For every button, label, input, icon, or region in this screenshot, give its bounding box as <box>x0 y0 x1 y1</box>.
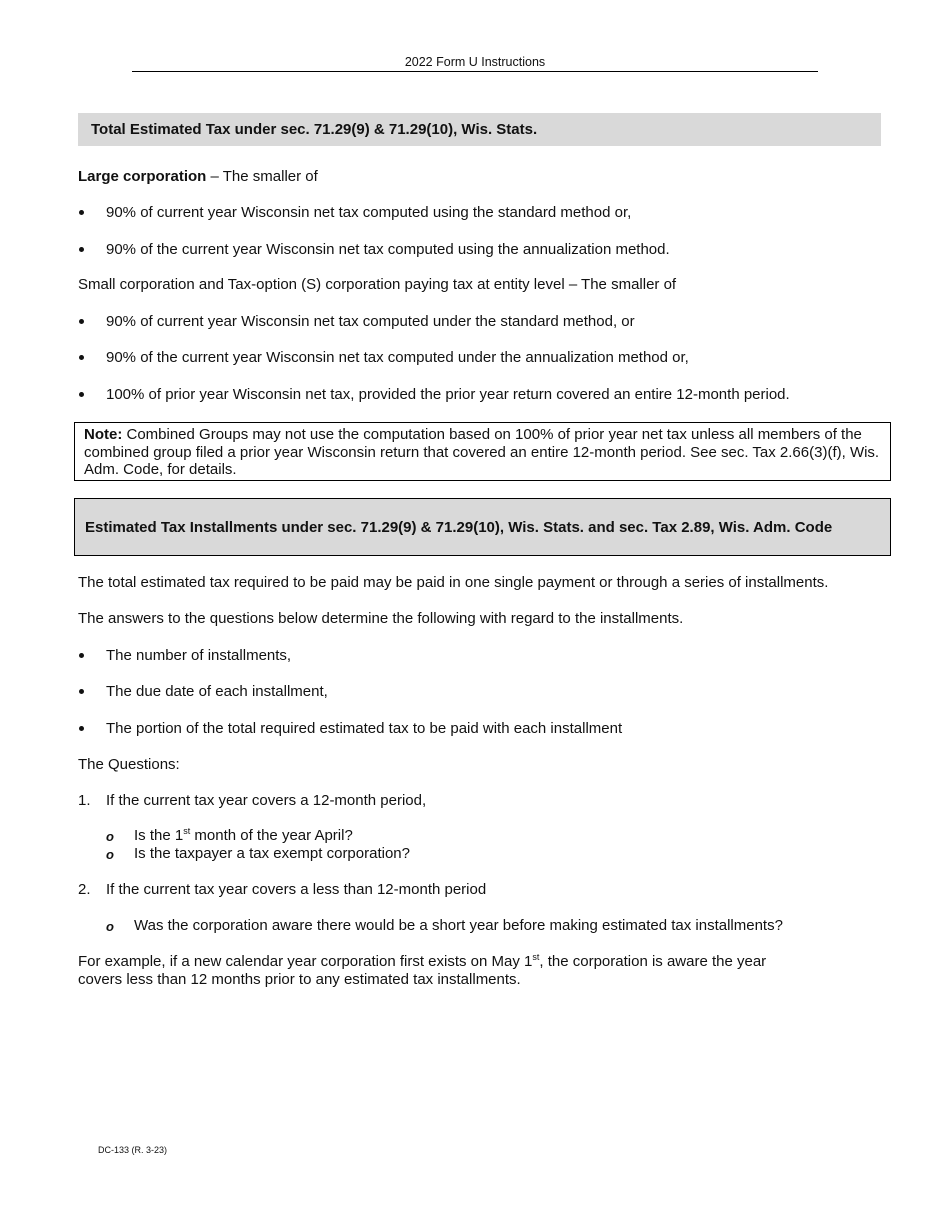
note-text: Combined Groups may not use the computation based on 100% of prior year net tax unless all members of the combined group filed a prior year Wisconsin return that covered an entire 12-month period. See sec. Tax 2.66(3)(f), Wis. Adm. Code, for details. <box>84 426 880 478</box>
note-label: Note: <box>84 426 123 443</box>
large-bullet-2: 90% of the current year Wisconsin net tax computed using the annualization method. <box>106 241 670 258</box>
bullet-icon <box>78 350 86 358</box>
installments-paragraph-1: The total estimated tax required to be paid may be paid in one single payment or through a series of installments. <box>78 574 829 591</box>
bullet-icon <box>78 648 86 656</box>
question-1-text: If the current tax year covers a 12-month period, <box>106 792 427 809</box>
bullet-icon <box>78 721 86 729</box>
bullet-icon <box>78 205 86 213</box>
section-heading-total-estimated-tax: Total Estimated Tax under sec. 71.29(9) & 71.29(10), Wis. Stats. <box>78 113 881 146</box>
large-corporation-suffix: – The smaller of <box>206 168 318 185</box>
installments-paragraph-2: The answers to the questions below determine the following with regard to the installments. <box>78 610 684 627</box>
form-code: DC-133 (R. 3-23) <box>98 1145 168 1155</box>
sub-bullet-icon: o <box>106 847 114 862</box>
question-1-sub-1-pre: Is the 1 <box>134 827 184 844</box>
question-2-sub-1: Was the corporation aware there would be a short year before making estimated tax installments? <box>134 917 783 934</box>
note-box <box>74 422 891 481</box>
question-2-text: If the current tax year covers a less than 12-month period <box>106 881 487 898</box>
questions-label: The Questions: <box>78 756 180 773</box>
large-bullet-1: 90% of current year Wisconsin net tax computed using the standard method or, <box>106 204 632 221</box>
sub-bullet-icon: o <box>106 829 114 844</box>
question-1-sub-1-sup: st <box>183 826 191 836</box>
bullet-icon <box>78 314 86 322</box>
small-bullet-3: 100% of prior year Wisconsin net tax, provided the prior year return covered an entire 12-month period. <box>106 386 790 403</box>
example-line-2: covers less than 12 months prior to any estimated tax installments. <box>78 971 521 988</box>
large-corporation-label: Large corporation <box>78 168 207 185</box>
section-heading-estimated-tax-installments: Estimated Tax Installments under sec. 71.29(9) & 71.29(10), Wis. Stats. and sec. Tax 2.89, Wis. Adm. Code <box>74 498 891 556</box>
bullet-icon <box>78 684 86 692</box>
example-post: , the corporation is aware the year <box>539 953 767 970</box>
example-sup: st <box>532 952 540 962</box>
question-1-sub-2: Is the taxpayer a tax exempt corporation? <box>134 845 410 862</box>
small-corporation-intro: Small corporation and Tax-option (S) corporation paying tax at entity level – The smaller of <box>78 276 677 293</box>
question-1-sub-1 <box>134 827 353 845</box>
small-bullet-1: 90% of current year Wisconsin net tax computed under the standard method, or <box>106 313 635 330</box>
bullet-icon <box>78 242 86 250</box>
installment-bullet-1: The number of installments, <box>106 647 292 664</box>
question-1-number: 1. <box>78 792 91 809</box>
example-line-1 <box>78 953 766 971</box>
bullet-icon <box>78 387 86 395</box>
installment-bullet-3: The portion of the total required estimated tax to be paid with each installment <box>106 720 623 737</box>
header-divider <box>132 71 818 72</box>
example-pre: For example, if a new calendar year corporation first exists on May 1 <box>78 953 533 970</box>
large-corporation-intro <box>78 168 318 186</box>
installment-bullet-2: The due date of each installment, <box>106 683 328 700</box>
sub-bullet-icon: o <box>106 919 114 934</box>
question-2-number: 2. <box>78 881 91 898</box>
page-header-title: 2022 Form U Instructions <box>404 55 546 69</box>
question-1-sub-1-post: month of the year April? <box>190 827 353 844</box>
small-bullet-2: 90% of the current year Wisconsin net tax computed under the annualization method or, <box>106 349 689 366</box>
